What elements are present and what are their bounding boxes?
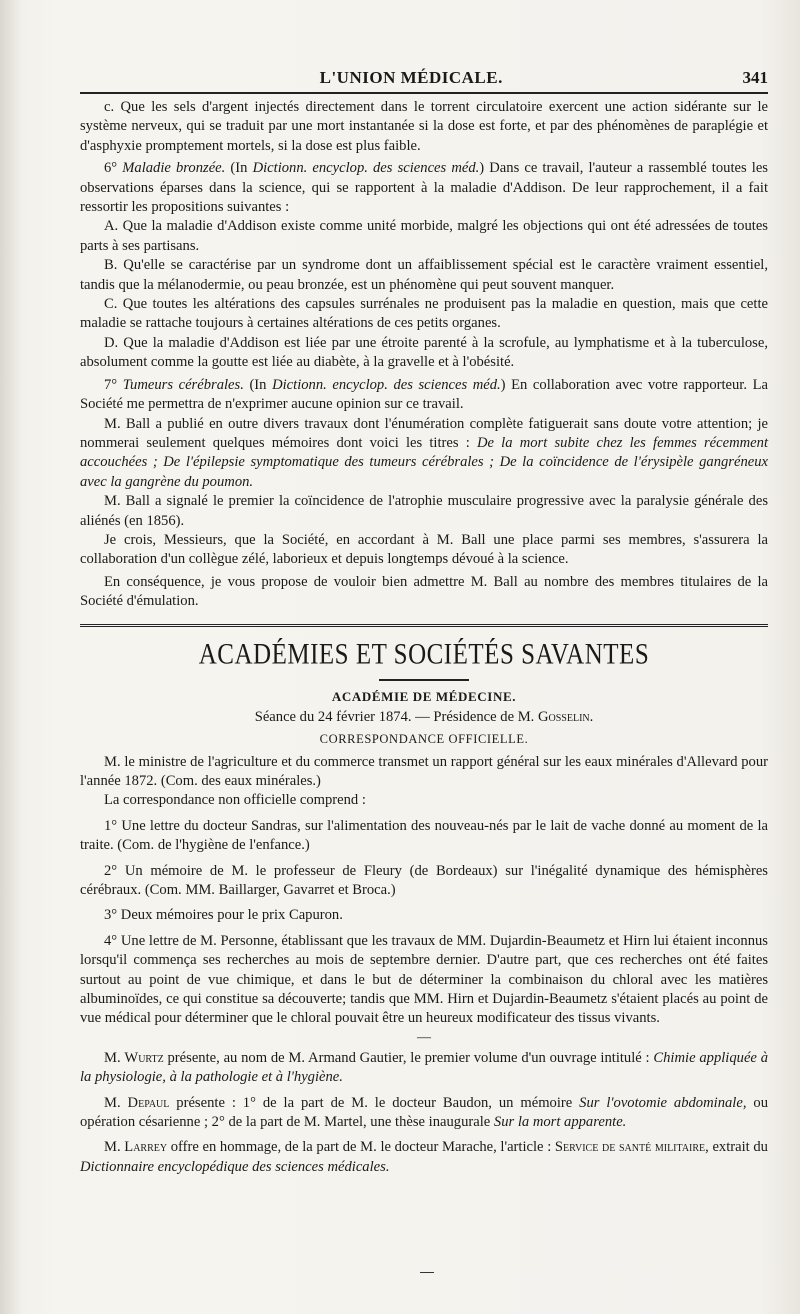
paragraph-larrey bbox=[80, 1138, 768, 1177]
seance-text: Séance du 24 février 1874. — Présidence de M. bbox=[254, 708, 538, 725]
seance-line bbox=[80, 709, 768, 726]
bottom-mark bbox=[420, 1272, 434, 1273]
wurtz-text: présente, au nom de M. Armand Gautier, le premier volume d'un ouvrage intitulé : bbox=[163, 1049, 654, 1066]
proposition-c: C. Que toutes les altérations des capsules surrénales ne produisent pas la maladie en question, mais que cette maladie se rattache toujours à certaines altérations de ces petits organes. bbox=[80, 296, 768, 332]
proposition-a: A. Que la maladie d'Addison existe comme unité morbide, malgré les objections qui ont été adressées de toutes parts à ses partisans. bbox=[80, 218, 768, 254]
reference: Dictionn. encyclop. des sciences méd. bbox=[252, 160, 480, 177]
name-larrey: Larrey bbox=[124, 1139, 168, 1156]
section-divider bbox=[80, 624, 768, 627]
paragraph-wurtz bbox=[80, 1049, 768, 1088]
page-content bbox=[80, 68, 768, 1177]
wurtz-book-title: Chimie appliquée à la physiologie, à la pathologie et à l'hygiène. bbox=[80, 1049, 768, 1086]
paragraph-final-proposal: En conséquence, je vous propose de vouloir bien admettre M. Ball au nombre des membres titulaires de la Société d'émulation. bbox=[80, 573, 768, 610]
larrey-text-1: offre en hommage, de la part de M. le docteur Marache, l'article : bbox=[167, 1139, 555, 1156]
paragraph-7-tumeurs bbox=[80, 376, 768, 415]
item-number: 6° bbox=[104, 160, 123, 177]
title-m: M. bbox=[104, 1049, 125, 1066]
title-m: M. bbox=[104, 1094, 128, 1111]
name-wurtz: Wurtz bbox=[124, 1049, 164, 1066]
item-text: ) En collaboration avec votre rapporteur. La Société me permettra de n'exprimer aucune opinion sur ce travail. bbox=[80, 376, 768, 413]
ball-works-titles: De la mort subite chez les femmes récemment accouchées ; De l'épilepsie symptomatique des tumeurs cérébrales ; De la coïncidence de l'érysipèle gangréneux avec la gangrène du poumon. bbox=[80, 434, 768, 490]
reference: Dictionn. encyclop. des sciences méd. bbox=[272, 376, 501, 393]
depaul-title-1: Sur l'ovotomie abdominale, bbox=[579, 1094, 747, 1111]
page-number: 341 bbox=[742, 68, 768, 87]
paragraph-conclusion: Je crois, Messieurs, que la Société, en accordant à M. Ball une place parmi ses membres, s'assurera la collaboration d'un collègue zélé, laborieux et depuis longtemps dévoué à la science. bbox=[80, 531, 768, 568]
item-number: 7° bbox=[104, 376, 123, 393]
paragraph-6-maladie-bronzee bbox=[80, 159, 768, 217]
item-3-capuron: 3° Deux mémoires pour le prix Capuron. bbox=[104, 907, 343, 924]
paragraph-c-silver: c. Que les sels d'argent injectés directement dans le torrent circulatoire exercent une action sidérante sur le système nerveux, qui se traduit par une mort instantanée si la dose est forte, et par des phénomènes de paraplégie et d'asphyxie promptement mortels, si la dose est plus faible. bbox=[80, 99, 768, 154]
running-title: L'UNION MÉDICALE. bbox=[319, 68, 503, 87]
correspondance-heading: CORRESPONDANCE OFFICIELLE. bbox=[319, 731, 529, 746]
president-name: Gosselin. bbox=[537, 708, 594, 725]
item-4-personne: 4° Une lettre de M. Personne, établissant que les travaux de MM. Dujardin-Beaumetz et Hirn lui étaient inconnus lorsqu'il commença ses recherches au mois de septembre dernier. D'autre part, que ces recherches ont été faites surtout au point de vue chimique, et dans le but de déterminer la combinaison du chloral avec les matières albuminoïdes, ce qui constitue sa découverte; tandis que MM. Hirn et Dujardin-Beaumetz s'étaient placés au point de vue médical pour déterminer que le chloral pouvait être un heureux modificateur des tissus vivants. bbox=[80, 932, 768, 1027]
name-depaul: Depaul bbox=[127, 1094, 170, 1111]
larrey-dictionary-title: Dictionnaire encyclopédique des sciences médicales. bbox=[80, 1158, 390, 1175]
larrey-text-2: extrait du bbox=[708, 1139, 768, 1156]
title-underline bbox=[379, 679, 469, 681]
ball-works-text: M. Ball a publié en outre divers travaux dont l'énumération complète fatiguerait sans doute votre attention; je nommerai seulement quelques mémoires dont voici les titres : bbox=[80, 415, 768, 451]
paragraph-ball-works bbox=[80, 415, 768, 493]
proposition-b: B. Qu'elle se caractérise par un syndrome dont un affaiblissement spécial est le caractère vraiment essentiel, tandis que la mélanodermie, ou peau bronzée, est un phénomène qui peut souvent manquer. bbox=[80, 257, 768, 293]
section-title: ACADÉMIES ET SOCIÉTÉS SAVANTES bbox=[198, 638, 650, 670]
paragraph-nonofficial: La correspondance non officielle comprend : bbox=[104, 792, 366, 809]
title-m: M. bbox=[104, 1139, 125, 1156]
ref-open: (In bbox=[243, 376, 273, 393]
item-title: Maladie bronzée. bbox=[122, 160, 226, 177]
item-1-sandras: 1° Une lettre du docteur Sandras, sur l'alimentation des nouveau-nés par le lait de vache donné au moment de la traite. (Com. de l'hygiène de l'enfance.) bbox=[80, 817, 768, 854]
depaul-text-1: présente : 1° de la part de M. le docteur Baudon, un mémoire bbox=[169, 1094, 580, 1111]
item-2-fleury: 2° Un mémoire de M. le professeur de Fleury (de Bordeaux) sur l'inégalité dynamique des hémisphères cérébraux. (Com. MM. Baillarger, Gavarret et Broca.) bbox=[80, 862, 768, 898]
paragraph-minister: M. le ministre de l'agriculture et du commerce transmet un rapport général sur les eaux minérales d'Allevard pour l'année 1872. (Com. des eaux minérales.) bbox=[80, 753, 768, 789]
ref-open: (In bbox=[225, 160, 253, 177]
academy-heading: ACADÉMIE DE MÉDECINE. bbox=[331, 688, 517, 704]
item-text: ) Dans ce travail, l'auteur a rassemblé toutes les observations éparses dans la science, qui se rapportent à la maladie d'Addison. De leur rapprochement, il a fait ressortir les propositions suivantes : bbox=[80, 160, 768, 216]
separator-dash: — bbox=[417, 1029, 431, 1045]
depaul-text-2: ou opération césarienne ; 2° de la part de M. Martel, une thèse inaugurale bbox=[80, 1094, 768, 1131]
depaul-title-2: Sur la mort apparente. bbox=[493, 1114, 627, 1131]
proposition-d: D. Que la maladie d'Addison est liée par une étroite parenté à la scrofule, au lymphatisme et à la tuberculose, absolument comme la goutte est liée au diabète, à la gravelle et à l'obésité. bbox=[80, 334, 768, 371]
paragraph-ball-atrophy: M. Ball a signalé le premier la coïncidence de l'atrophie musculaire progressive avec la paralysie générale des aliénés (en 1856). bbox=[80, 493, 768, 529]
paragraph-depaul bbox=[80, 1094, 768, 1133]
running-header bbox=[80, 68, 768, 94]
item-title: Tumeurs cérébrales. bbox=[122, 376, 244, 393]
larrey-article: Service de santé militaire, bbox=[554, 1139, 709, 1156]
